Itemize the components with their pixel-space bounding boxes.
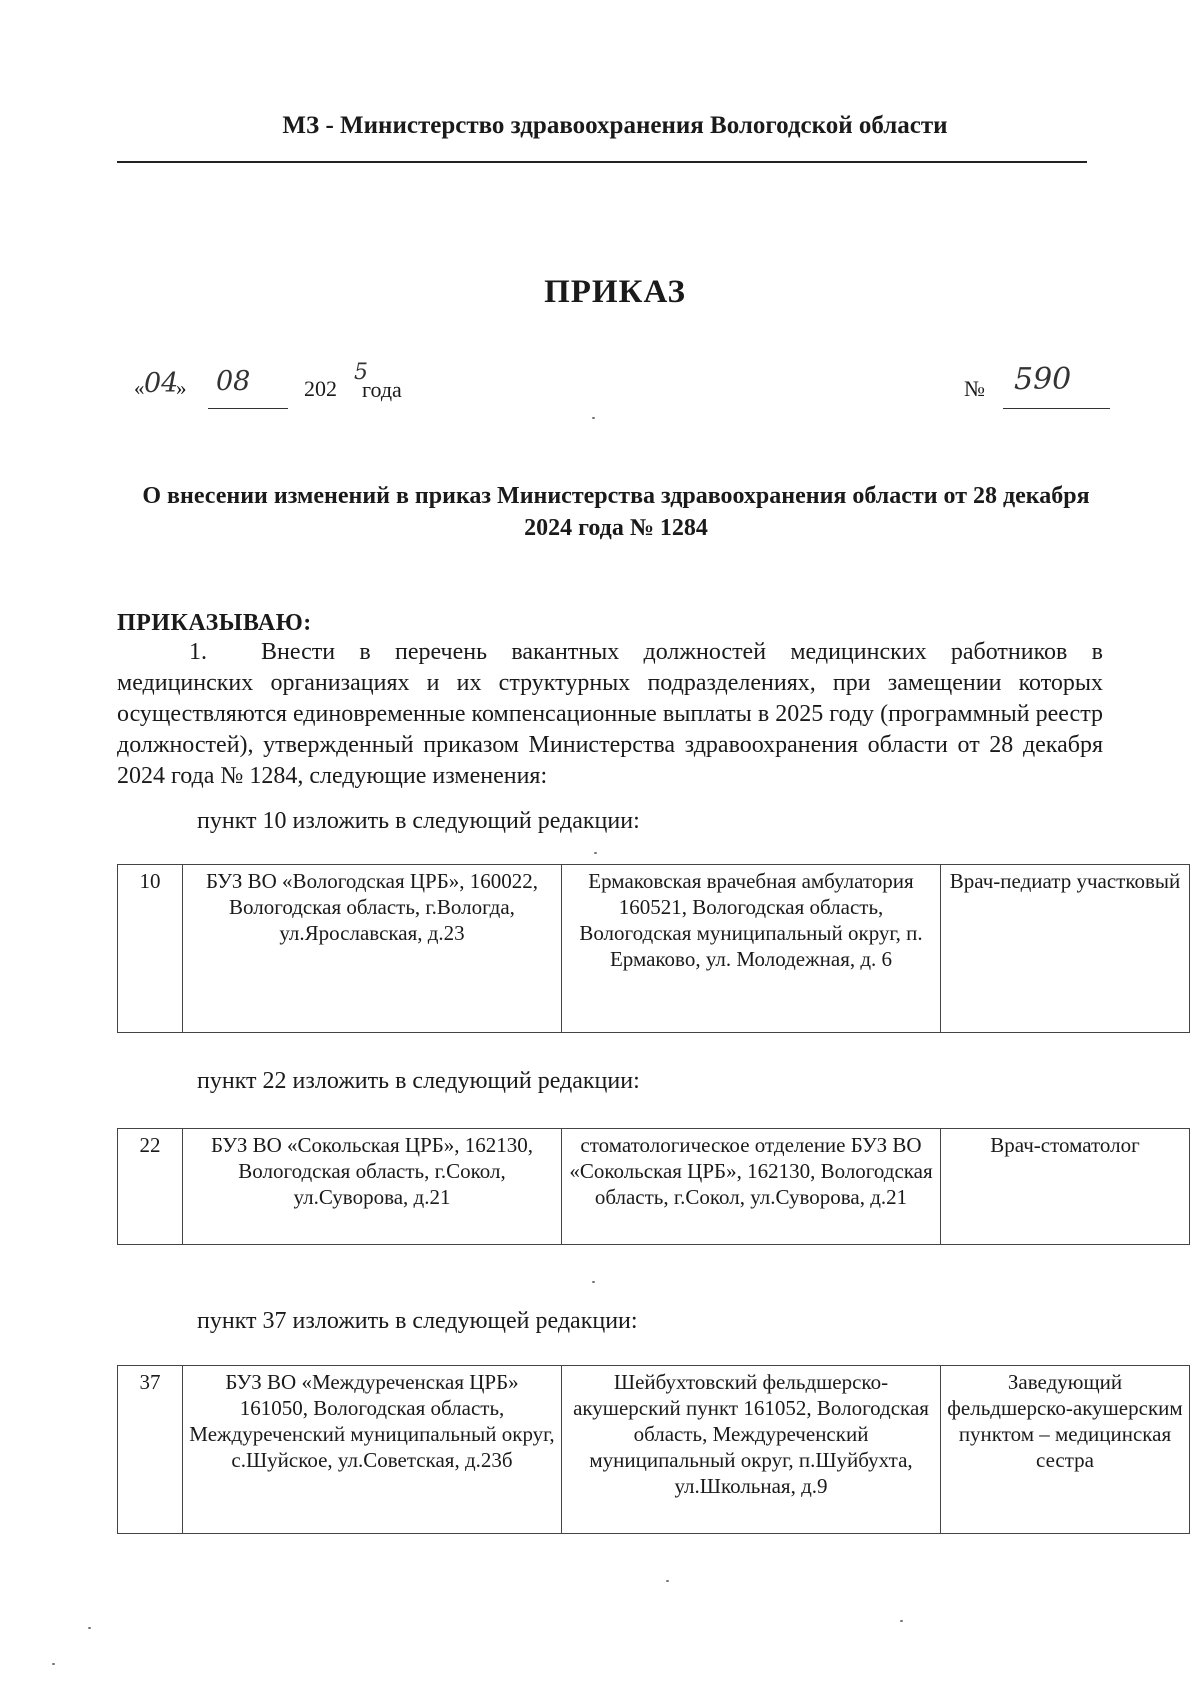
header-divider — [117, 161, 1087, 163]
row-number-cell: 37 — [118, 1366, 183, 1534]
row-number-cell: 10 — [118, 865, 183, 1033]
subdivision-cell: Шейбухтовский фельдшерско-акушерский пункт 161052, Вологодская область, Междуреченский муниципальный округ, п.Шуйбухта, ул.Школьная, д.9 — [562, 1366, 941, 1534]
position-cell: Врач-стоматолог — [941, 1129, 1190, 1245]
organization-cell: БУЗ ВО «Междуреченская ЦРБ» 161050, Вологодская область, Междуреченский муниципальный округ, с.Шуйское, ул.Советская, д.23б — [183, 1366, 562, 1534]
date-month-handwritten: 08 — [216, 366, 251, 397]
position-cell: Врач-педиатр участковый — [941, 865, 1190, 1033]
table-row — [118, 865, 1190, 1033]
date-year-printed: 202 — [304, 376, 337, 401]
order-number-label: № — [964, 376, 985, 401]
scan-speck — [52, 1663, 55, 1665]
amendment-table-10 — [117, 864, 1190, 1033]
scan-speck — [900, 1620, 903, 1622]
date-year-handwritten: 5 — [354, 360, 368, 385]
paragraph-1 — [117, 637, 1103, 792]
scan-speck — [592, 1281, 595, 1283]
amendment-lead-37: пункт 37 изложить в следующей редакции: — [197, 1308, 638, 1334]
date-day-handwritten: 04 — [144, 368, 179, 399]
date-close-quote: » — [176, 376, 187, 400]
document-title: ПРИКАЗ — [544, 274, 686, 310]
paragraph-1-text: Внести в перечень вакантных должностей медицинских работников в медицинских организациях и их структурных подразделениях, при замещении которых осуществляются единовременные компенсационные выплаты в 2025 году (программный реестр должностей), утвержденный приказом Министерства здравоохранения области от 28 декабря 2024 года № 1284, следующие изменения: — [117, 639, 1103, 789]
scan-speck — [594, 852, 597, 854]
scan-speck — [88, 1627, 91, 1629]
position-cell: Заведующий фельдшерско-акушерским пунктом – медицинская сестра — [941, 1366, 1190, 1534]
row-number-cell: 22 — [118, 1129, 183, 1245]
organization-cell: БУЗ ВО «Сокольская ЦРБ», 162130, Вологодская область, г.Сокол, ул.Суворова, д.21 — [183, 1129, 562, 1245]
amendment-lead-10: пункт 10 изложить в следующий редакции: — [197, 808, 640, 834]
scan-speck — [592, 417, 595, 419]
subdivision-cell: Ермаковская врачебная амбулатория 160521, Вологодская область, Вологодская муниципальный округ, п. Ермаково, ул. Молодежная, д. 6 — [562, 865, 941, 1033]
org-header-title: МЗ - Министерство здравоохранения Вологодской области — [282, 112, 948, 139]
date-month-underline — [208, 408, 288, 409]
organization-cell: БУЗ ВО «Вологодская ЦРБ», 160022, Вологодская область, г.Вологда, ул.Ярославская, д.23 — [183, 865, 562, 1033]
scan-speck — [666, 1580, 669, 1582]
amendment-table-37 — [117, 1365, 1190, 1534]
order-heading: ПРИКАЗЫВАЮ: — [117, 610, 312, 636]
subdivision-cell: стоматологическое отделение БУЗ ВО «Сокольская ЦРБ», 162130, Вологодская область, г.Сокол, ул.Суворова, д.21 — [562, 1129, 941, 1245]
order-number-handwritten: 590 — [1014, 362, 1072, 397]
document-subject: О внесении изменений в приказ Министерства здравоохранения области от 28 декабря 2024 года № 1284 — [142, 483, 1090, 541]
amendment-lead-22: пункт 22 изложить в следующий редакции: — [197, 1068, 640, 1094]
order-number-underline — [1003, 408, 1110, 409]
amendment-table-22 — [117, 1128, 1190, 1245]
table-row — [118, 1129, 1190, 1245]
date-year-word: года — [362, 377, 402, 402]
date-open-quote: « — [134, 376, 145, 400]
paragraph-1-number: 1. — [189, 639, 207, 665]
table-row — [118, 1366, 1190, 1534]
